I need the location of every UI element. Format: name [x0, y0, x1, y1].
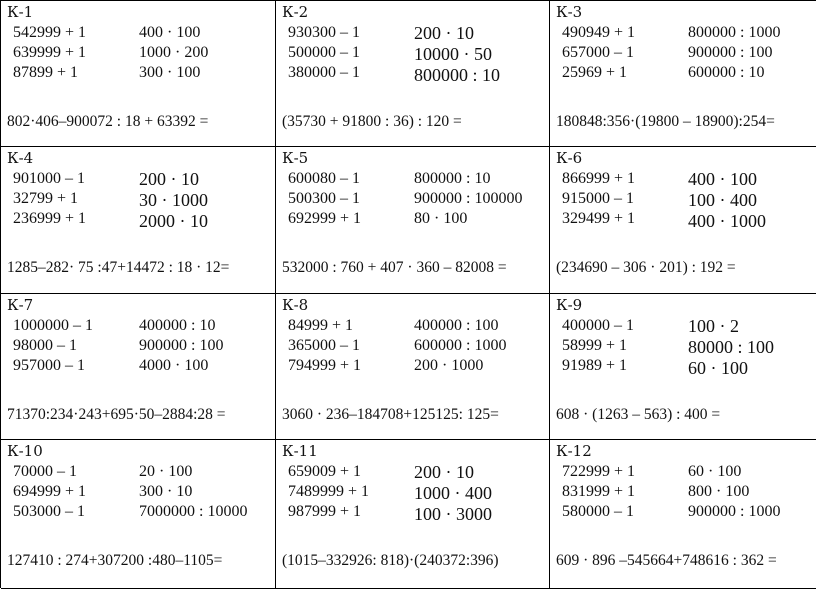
right-line: 800000 : 10 — [414, 65, 501, 85]
card-expression: (234690 – 306 · 201) : 192 = — [556, 259, 736, 276]
right-column — [414, 169, 522, 229]
right-line: 800000 : 10 — [414, 170, 491, 187]
left-line: 794999 + 1 — [288, 357, 362, 374]
left-line: 236999 + 1 — [13, 210, 87, 227]
left-line: 84999 + 1 — [288, 317, 354, 334]
right-line: 400000 : 10 — [139, 317, 216, 334]
right-line: 800 · 100 — [688, 483, 750, 500]
left-line: 329499 + 1 — [562, 210, 636, 227]
right-column — [414, 316, 506, 376]
right-column — [139, 23, 208, 83]
card-1 — [1, 1, 276, 147]
left-line: 639999 + 1 — [13, 44, 87, 61]
card-label: К-5 — [282, 149, 309, 167]
right-line: 7000000 : 10000 — [139, 503, 248, 520]
left-line: 380000 – 1 — [288, 64, 360, 81]
card-label: К-6 — [556, 149, 583, 167]
left-column — [562, 462, 635, 522]
card-expression: 802·406–900072 : 18 + 63392 = — [7, 113, 209, 130]
right-line: 60 · 100 — [688, 358, 748, 378]
card-3 — [550, 1, 816, 147]
left-column — [13, 23, 86, 83]
left-column — [288, 169, 361, 229]
card-expression: 532000 : 760 + 407 · 360 – 82008 = — [282, 259, 507, 276]
right-line: 900000 : 100000 — [414, 190, 523, 207]
right-line: 400 · 100 — [139, 24, 201, 41]
left-column — [562, 23, 635, 83]
left-column — [562, 169, 635, 229]
card-4 — [1, 147, 276, 294]
right-column — [139, 169, 208, 232]
right-line: 900000 : 100 — [139, 337, 224, 354]
left-line: 490949 + 1 — [562, 24, 636, 41]
right-column — [688, 169, 766, 232]
left-line: 58999 + 1 — [562, 337, 628, 354]
right-line: 300 · 10 — [139, 483, 193, 500]
left-line: 25969 + 1 — [562, 64, 628, 81]
card-7 — [1, 294, 276, 440]
right-line: 400 · 1000 — [688, 211, 766, 231]
left-column — [562, 316, 634, 376]
right-column — [688, 462, 780, 522]
left-line: 500000 – 1 — [288, 44, 360, 61]
right-column — [688, 23, 780, 83]
left-line: 500300 – 1 — [288, 190, 360, 207]
card-2 — [276, 1, 550, 147]
left-line: 722999 + 1 — [562, 463, 636, 480]
card-expression: 180848:356·(19800 – 18900):254= — [556, 113, 775, 130]
left-line: 694999 + 1 — [13, 483, 87, 500]
left-column — [13, 316, 93, 376]
left-line: 901000 – 1 — [13, 170, 85, 187]
left-column — [13, 462, 86, 522]
right-column — [414, 462, 492, 525]
left-line: 365000 – 1 — [288, 337, 360, 354]
left-column — [13, 169, 86, 229]
right-line: 1000 · 400 — [414, 483, 492, 503]
card-label: К-3 — [556, 3, 583, 21]
left-line: 87899 + 1 — [13, 64, 79, 81]
left-column — [288, 23, 360, 83]
right-line: 600000 : 10 — [688, 64, 765, 81]
card-10 — [1, 440, 276, 589]
right-line: 10000 · 50 — [414, 44, 492, 64]
left-line: 692999 + 1 — [288, 210, 362, 227]
right-line: 100 · 400 — [688, 190, 757, 210]
card-5 — [276, 147, 550, 294]
right-line: 400 · 100 — [688, 169, 757, 189]
right-column — [139, 462, 247, 522]
card-expression: 71370:234·243+695·50–2884:28 = — [7, 406, 226, 423]
card-9 — [550, 294, 816, 440]
right-column — [414, 23, 500, 86]
left-line: 930300 – 1 — [288, 24, 360, 41]
left-line: 32799 + 1 — [13, 190, 79, 207]
right-line: 300 · 100 — [139, 64, 201, 81]
left-column — [288, 316, 361, 376]
left-line: 659009 + 1 — [288, 463, 362, 480]
left-line: 987999 + 1 — [288, 503, 362, 520]
card-label: К-4 — [7, 149, 34, 167]
right-column — [688, 316, 774, 379]
card-label: К-12 — [556, 442, 592, 460]
right-line: 80 · 100 — [414, 210, 468, 227]
right-line: 800000 : 1000 — [688, 24, 781, 41]
right-line: 1000 · 200 — [139, 44, 209, 61]
card-expression: 608 · (1263 – 563) : 400 = — [556, 406, 721, 423]
left-line: 580000 – 1 — [562, 503, 634, 520]
card-expression: (1015–332926: 818)·(240372:396) — [282, 552, 499, 569]
card-expression: 3060 · 236–184708+125125: 125= — [282, 406, 499, 423]
right-column — [139, 316, 223, 376]
left-line: 831999 + 1 — [562, 483, 636, 500]
right-line: 30 · 1000 — [139, 190, 208, 210]
left-line: 957000 – 1 — [13, 357, 85, 374]
card-expression: 127410 : 274+307200 :480–1105= — [7, 552, 223, 569]
left-line: 542999 + 1 — [13, 24, 87, 41]
left-line: 657000 – 1 — [562, 44, 634, 61]
right-line: 4000 · 100 — [139, 357, 209, 374]
card-expression: 1285–282· 75 :47+14472 : 18 · 12= — [7, 259, 230, 276]
right-line: 900000 : 1000 — [688, 503, 781, 520]
card-6 — [550, 147, 816, 294]
card-label: К-11 — [282, 442, 318, 460]
right-line: 400000 : 100 — [414, 317, 499, 334]
right-line: 900000 : 100 — [688, 44, 773, 61]
card-12 — [550, 440, 816, 589]
right-line: 80000 : 100 — [688, 337, 775, 357]
right-line: 20 · 100 — [139, 463, 193, 480]
right-line: 200 · 10 — [139, 169, 199, 189]
card-label: К-10 — [7, 442, 43, 460]
left-line: 7489999 + 1 — [288, 483, 370, 500]
card-11 — [276, 440, 550, 589]
card-8 — [276, 294, 550, 440]
right-line: 200 · 10 — [414, 462, 474, 482]
left-line: 70000 – 1 — [13, 463, 77, 480]
card-expression: (35730 + 91800 : 36) : 120 = — [282, 113, 462, 130]
right-line: 100 · 2 — [688, 316, 739, 336]
card-label: К-1 — [7, 3, 34, 21]
left-line: 98000 – 1 — [13, 337, 77, 354]
right-line: 200 · 10 — [414, 23, 474, 43]
card-label: К-7 — [7, 296, 34, 314]
right-line: 600000 : 1000 — [414, 337, 507, 354]
left-line: 866999 + 1 — [562, 170, 636, 187]
card-label: К-8 — [282, 296, 309, 314]
card-expression: 609 · 896 –545664+748616 : 362 = — [556, 552, 777, 569]
left-line: 503000 – 1 — [13, 503, 85, 520]
left-line: 91989 + 1 — [562, 357, 628, 374]
card-label: К-9 — [556, 296, 583, 314]
left-column — [288, 462, 369, 522]
right-line: 100 · 3000 — [414, 504, 492, 524]
left-line: 1000000 – 1 — [13, 317, 93, 334]
card-label: К-2 — [282, 3, 309, 21]
right-line: 60 · 100 — [688, 463, 742, 480]
left-line: 600080 – 1 — [288, 170, 360, 187]
right-line: 2000 · 10 — [139, 211, 208, 231]
left-line: 915000 – 1 — [562, 190, 634, 207]
left-line: 400000 – 1 — [562, 317, 634, 334]
right-line: 200 · 1000 — [414, 357, 484, 374]
